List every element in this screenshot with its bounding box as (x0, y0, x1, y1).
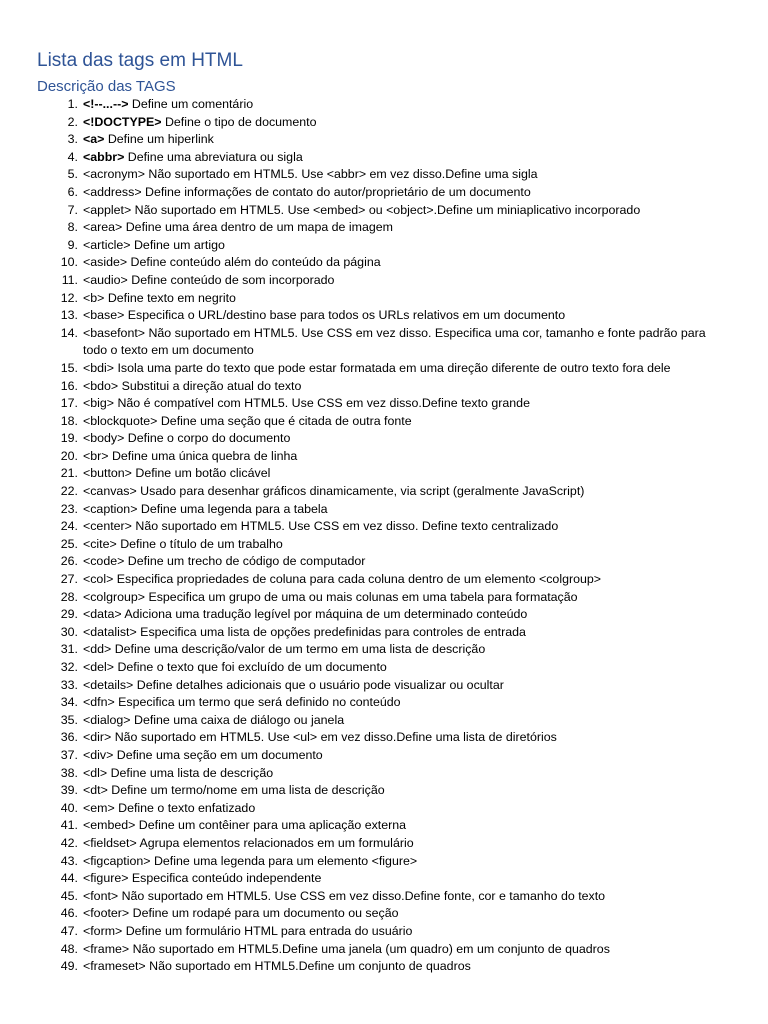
tag-description: Agrupa elementos relacionados em um formulário (136, 835, 414, 850)
list-item (0, 149, 768, 167)
tag-name: <details> (83, 677, 134, 692)
tag-description: Define conteúdo de som incorporado (127, 272, 335, 287)
tag-description: Define uma descrição/valor de um termo em uma lista de descrição (111, 642, 486, 657)
tag-description: Define uma lista de descrição (107, 765, 274, 780)
list-item-number: 18. (60, 413, 78, 428)
list-item (0, 624, 768, 642)
list-item-number: 48. (60, 941, 78, 956)
list-item-number: 47. (60, 923, 78, 938)
tag-description: Especifica um grupo de uma ou mais colunas em uma tabela para formatação (145, 589, 578, 604)
list-item (0, 659, 768, 677)
list-item (0, 606, 768, 624)
list-item-number: 7. (67, 202, 78, 217)
list-item-number: 46. (60, 906, 78, 921)
list-item-number: 21. (60, 466, 78, 481)
list-item (0, 958, 768, 976)
list-item-number: 16. (60, 378, 78, 393)
tag-description: Especifica um termo que será definido no conteúdo (114, 695, 401, 710)
list-item-number: 30. (60, 624, 78, 639)
list-item (0, 747, 768, 765)
document-title: Lista das tags em HTML (37, 50, 243, 71)
list-item-number: 27. (60, 572, 78, 587)
list-item-number: 32. (60, 660, 78, 674)
list-item (0, 166, 768, 184)
list-item (0, 290, 768, 308)
tag-name: <colgroup> (83, 589, 146, 604)
tag-description: Não suportado em HTML5.Define um conjunto de quadros (145, 959, 471, 974)
tag-name: <div> (83, 747, 114, 762)
tag-description: Não suportado em HTML5. Use <ul> em vez disso.Define uma lista de diretórios (111, 730, 557, 745)
list-item (0, 96, 768, 114)
tag-description: Substitui a direção atual do texto (118, 378, 302, 393)
list-item (0, 782, 768, 800)
list-item (0, 571, 768, 589)
tag-description: Define um hiperlink (104, 132, 214, 147)
tag-name: <acronym> (83, 167, 145, 182)
list-item (0, 237, 768, 255)
list-item (0, 430, 768, 448)
tag-description: Define um contêiner para uma aplicação externa (135, 818, 407, 833)
list-item (0, 835, 768, 853)
list-item (0, 483, 768, 501)
list-item-number: 45. (60, 888, 78, 903)
list-item (0, 536, 768, 554)
list-item (0, 360, 768, 378)
list-item (0, 202, 768, 220)
tag-description: Especifica uma lista de opções predefinidas para controles de entrada (136, 624, 526, 639)
tag-description: Especifica propriedades de coluna para cada coluna dentro de um elemento <colgroup> (113, 572, 602, 587)
tag-description: Define uma única quebra de linha (108, 448, 298, 463)
tag-name: <b> (83, 290, 105, 305)
tag-name: <article> (83, 237, 131, 252)
tag-name: <figcaption> (83, 853, 151, 868)
tag-name: <body> (83, 431, 125, 446)
tag-description: Especifica conteúdo independente (128, 871, 322, 886)
list-item-number: 19. (60, 431, 78, 446)
tag-name: <dir> (83, 730, 112, 745)
tag-name: <dd> (83, 642, 112, 657)
tag-description: Não suportado em HTML5. Use <abbr> em vez disso.Define uma sigla (144, 167, 538, 182)
list-item (0, 219, 768, 237)
list-item (0, 589, 768, 607)
list-item (0, 413, 768, 431)
tag-name: <canvas> (83, 484, 137, 499)
list-item (0, 378, 768, 396)
tag-description: Define um botão clicável (131, 466, 271, 481)
list-item (0, 553, 768, 571)
list-item (0, 729, 768, 747)
list-item (0, 941, 768, 959)
tag-name: <dl> (83, 765, 108, 780)
list-item-number: 26. (60, 554, 78, 569)
tag-description: Define o título de um trabalho (116, 536, 283, 551)
tag-name: <dialog> (83, 712, 131, 727)
tag-name: <data> (83, 607, 122, 622)
tag-name: <bdo> (83, 378, 119, 393)
tag-name: <basefont> (83, 325, 146, 340)
tag-description: Define uma abreviatura ou sigla (124, 149, 303, 164)
list-item-number: 40. (60, 800, 78, 815)
tag-description: Não suportado em HTML5. Use CSS em vez disso. Define texto centralizado (131, 519, 559, 534)
list-item-number: 15. (60, 360, 78, 375)
list-item-number: 31. (60, 642, 78, 657)
tag-description: Define uma legenda para um elemento <figure> (150, 853, 418, 868)
list-item-number: 3. (67, 132, 78, 147)
tag-description: Não suportado em HTML5. Use <embed> ou <object>.Define um miniaplicativo incorporado (131, 202, 641, 217)
list-item-number: 28. (60, 589, 78, 604)
tag-description: Define o texto enfatizado (114, 800, 256, 815)
list-item (0, 184, 768, 202)
tag-name: <button> (83, 466, 132, 481)
tag-name: <applet> (83, 202, 132, 217)
list-item (0, 677, 768, 695)
tag-name: <br> (83, 448, 109, 463)
tag-name: <code> (83, 554, 125, 569)
tag-description: Define texto em negrito (104, 290, 236, 305)
tag-name: <base> (83, 308, 125, 323)
tag-name: <embed> (83, 818, 136, 833)
tag-description: Não suportado em HTML5. Use CSS em vez disso.Define fonte, cor e tamanho do texto (118, 888, 606, 903)
tag-name: <font> (83, 888, 119, 903)
tag-name: <caption> (83, 501, 138, 516)
tag-description: Define o texto que foi excluído de um documento (114, 660, 387, 674)
tag-name: <frameset> (83, 959, 146, 974)
list-item (0, 518, 768, 536)
tag-description: Isola uma parte do texto que pode estar formatada em uma direção diferente de outro texto fora dele (114, 360, 671, 375)
tag-description: Especifica o URL/destino base para todos os URLs relativos em um documento (124, 308, 566, 323)
list-item (0, 888, 768, 906)
tag-name: <del> (83, 660, 115, 674)
tag-description: Define o tipo de documento (161, 114, 317, 129)
list-item-number: 38. (60, 765, 78, 780)
list-item-number: 4. (67, 149, 78, 164)
tag-name: <fieldset> (83, 835, 137, 850)
tag-description: Define um formulário HTML para entrada do usuário (122, 923, 413, 938)
list-item (0, 272, 768, 290)
list-item-number: 10. (60, 255, 78, 270)
list-item-number: 41. (60, 818, 78, 833)
tag-description: Define um artigo (130, 237, 225, 252)
list-item-number: 22. (60, 484, 78, 499)
tag-description: Define um comentário (128, 97, 254, 111)
tag-description: Define informações de contato do autor/proprietário de um documento (141, 184, 531, 199)
list-item-number: 44. (60, 871, 78, 886)
list-item (0, 131, 768, 149)
tag-description: Adiciona uma tradução legível por máquina de um determinado conteúdo (121, 607, 528, 622)
list-item-number: 12. (60, 290, 78, 305)
list-item-number: 43. (60, 853, 78, 868)
tag-description: Define o corpo do documento (124, 431, 291, 446)
list-item-number: 13. (60, 308, 78, 323)
tag-name: <form> (83, 923, 123, 938)
list-item-number: 11. (61, 272, 78, 287)
list-item (0, 641, 768, 659)
tag-name: <!DOCTYPE> (83, 114, 162, 129)
list-item (0, 905, 768, 923)
tag-name: <dt> (83, 783, 108, 798)
tag-name: <cite> (83, 536, 117, 551)
tag-description: Não suportado em HTML5. Use CSS em vez disso. Especifica uma cor, tamanho e fonte padrão para todo o texto em um documento (83, 325, 706, 358)
tag-description: Não é compatível com HTML5. Use CSS em vez disso.Define texto grande (114, 396, 530, 411)
tag-description: Usado para desenhar gráficos dinamicamente, via script (geralmente JavaScript) (136, 484, 585, 499)
tag-name: <blockquote> (83, 413, 158, 428)
list-item-number: 35. (60, 712, 78, 727)
tag-name: <!--...--> (83, 97, 129, 111)
document-subtitle: Descrição das TAGS (37, 78, 176, 95)
list-item (0, 114, 768, 132)
list-item (0, 817, 768, 835)
tag-name: <area> (83, 220, 123, 235)
list-item (0, 448, 768, 466)
list-item-number: 2. (67, 114, 78, 129)
tag-name: <bdi> (83, 360, 115, 375)
tag-name: <big> (83, 396, 115, 411)
list-item-number: 9. (67, 237, 78, 252)
tag-name: <dfn> (83, 695, 115, 710)
tag-description: Define um rodapé para um documento ou seção (129, 906, 399, 921)
list-item-number: 34. (60, 695, 78, 710)
tag-name: <a> (83, 132, 105, 147)
tag-description: Define uma seção em um documento (113, 747, 323, 762)
list-item-number: 1. (67, 97, 78, 111)
list-item (0, 325, 768, 360)
tag-name: <em> (83, 800, 115, 815)
list-item-number: 49. (60, 959, 78, 974)
tag-description: Define conteúdo além do conteúdo da página (127, 255, 381, 270)
list-item-number: 5. (67, 167, 78, 182)
tag-description: Define um trecho de código de computador (124, 554, 366, 569)
tag-name: <figure> (83, 871, 129, 886)
tag-name: <aside> (83, 255, 128, 270)
tag-description: Define uma área dentro de um mapa de imagem (122, 220, 393, 235)
tag-description: Define um termo/nome em uma lista de descrição (107, 783, 385, 798)
list-item (0, 765, 768, 783)
list-item (0, 870, 768, 888)
list-item-number: 17. (60, 396, 78, 411)
list-item (0, 712, 768, 730)
list-item-number: 29. (60, 607, 78, 622)
tag-name: <abbr> (83, 149, 125, 164)
list-item (0, 853, 768, 871)
list-item-number: 6. (67, 184, 78, 199)
tag-name: <frame> (83, 941, 130, 956)
tag-name: <footer> (83, 906, 130, 921)
list-item-number: 39. (60, 783, 78, 798)
tag-description: Define uma seção que é citada de outra fonte (157, 413, 412, 428)
tag-description: Não suportado em HTML5.Define uma janela (um quadro) em um conjunto de quadros (129, 941, 610, 956)
list-item-number: 8. (67, 220, 78, 235)
list-item-number: 36. (60, 730, 78, 745)
list-item (0, 501, 768, 519)
list-item (0, 307, 768, 325)
list-item (0, 395, 768, 413)
list-item (0, 465, 768, 483)
list-item-number: 24. (60, 519, 78, 534)
tag-name: <address> (83, 184, 142, 199)
tag-description: Define uma caixa de diálogo ou janela (130, 712, 345, 727)
list-item (0, 694, 768, 712)
list-item (0, 923, 768, 941)
tag-name: <audio> (83, 272, 128, 287)
tag-name: <col> (83, 572, 114, 587)
list-item-number: 14. (60, 325, 78, 340)
list-item-number: 25. (60, 536, 78, 551)
tag-name: <center> (83, 519, 132, 534)
list-item-number: 42. (60, 835, 78, 850)
list-item-number: 20. (60, 448, 78, 463)
list-item-number: 37. (60, 747, 78, 762)
list-item-number: 33. (60, 677, 78, 692)
tag-description: Define detalhes adicionais que o usuário pode visualizar ou ocultar (133, 677, 504, 692)
tag-description: Define uma legenda para a tabela (137, 501, 328, 516)
tag-list (0, 96, 768, 976)
tag-name: <datalist> (83, 624, 137, 639)
list-item (0, 254, 768, 272)
list-item (0, 800, 768, 818)
list-item-number: 23. (60, 501, 78, 516)
